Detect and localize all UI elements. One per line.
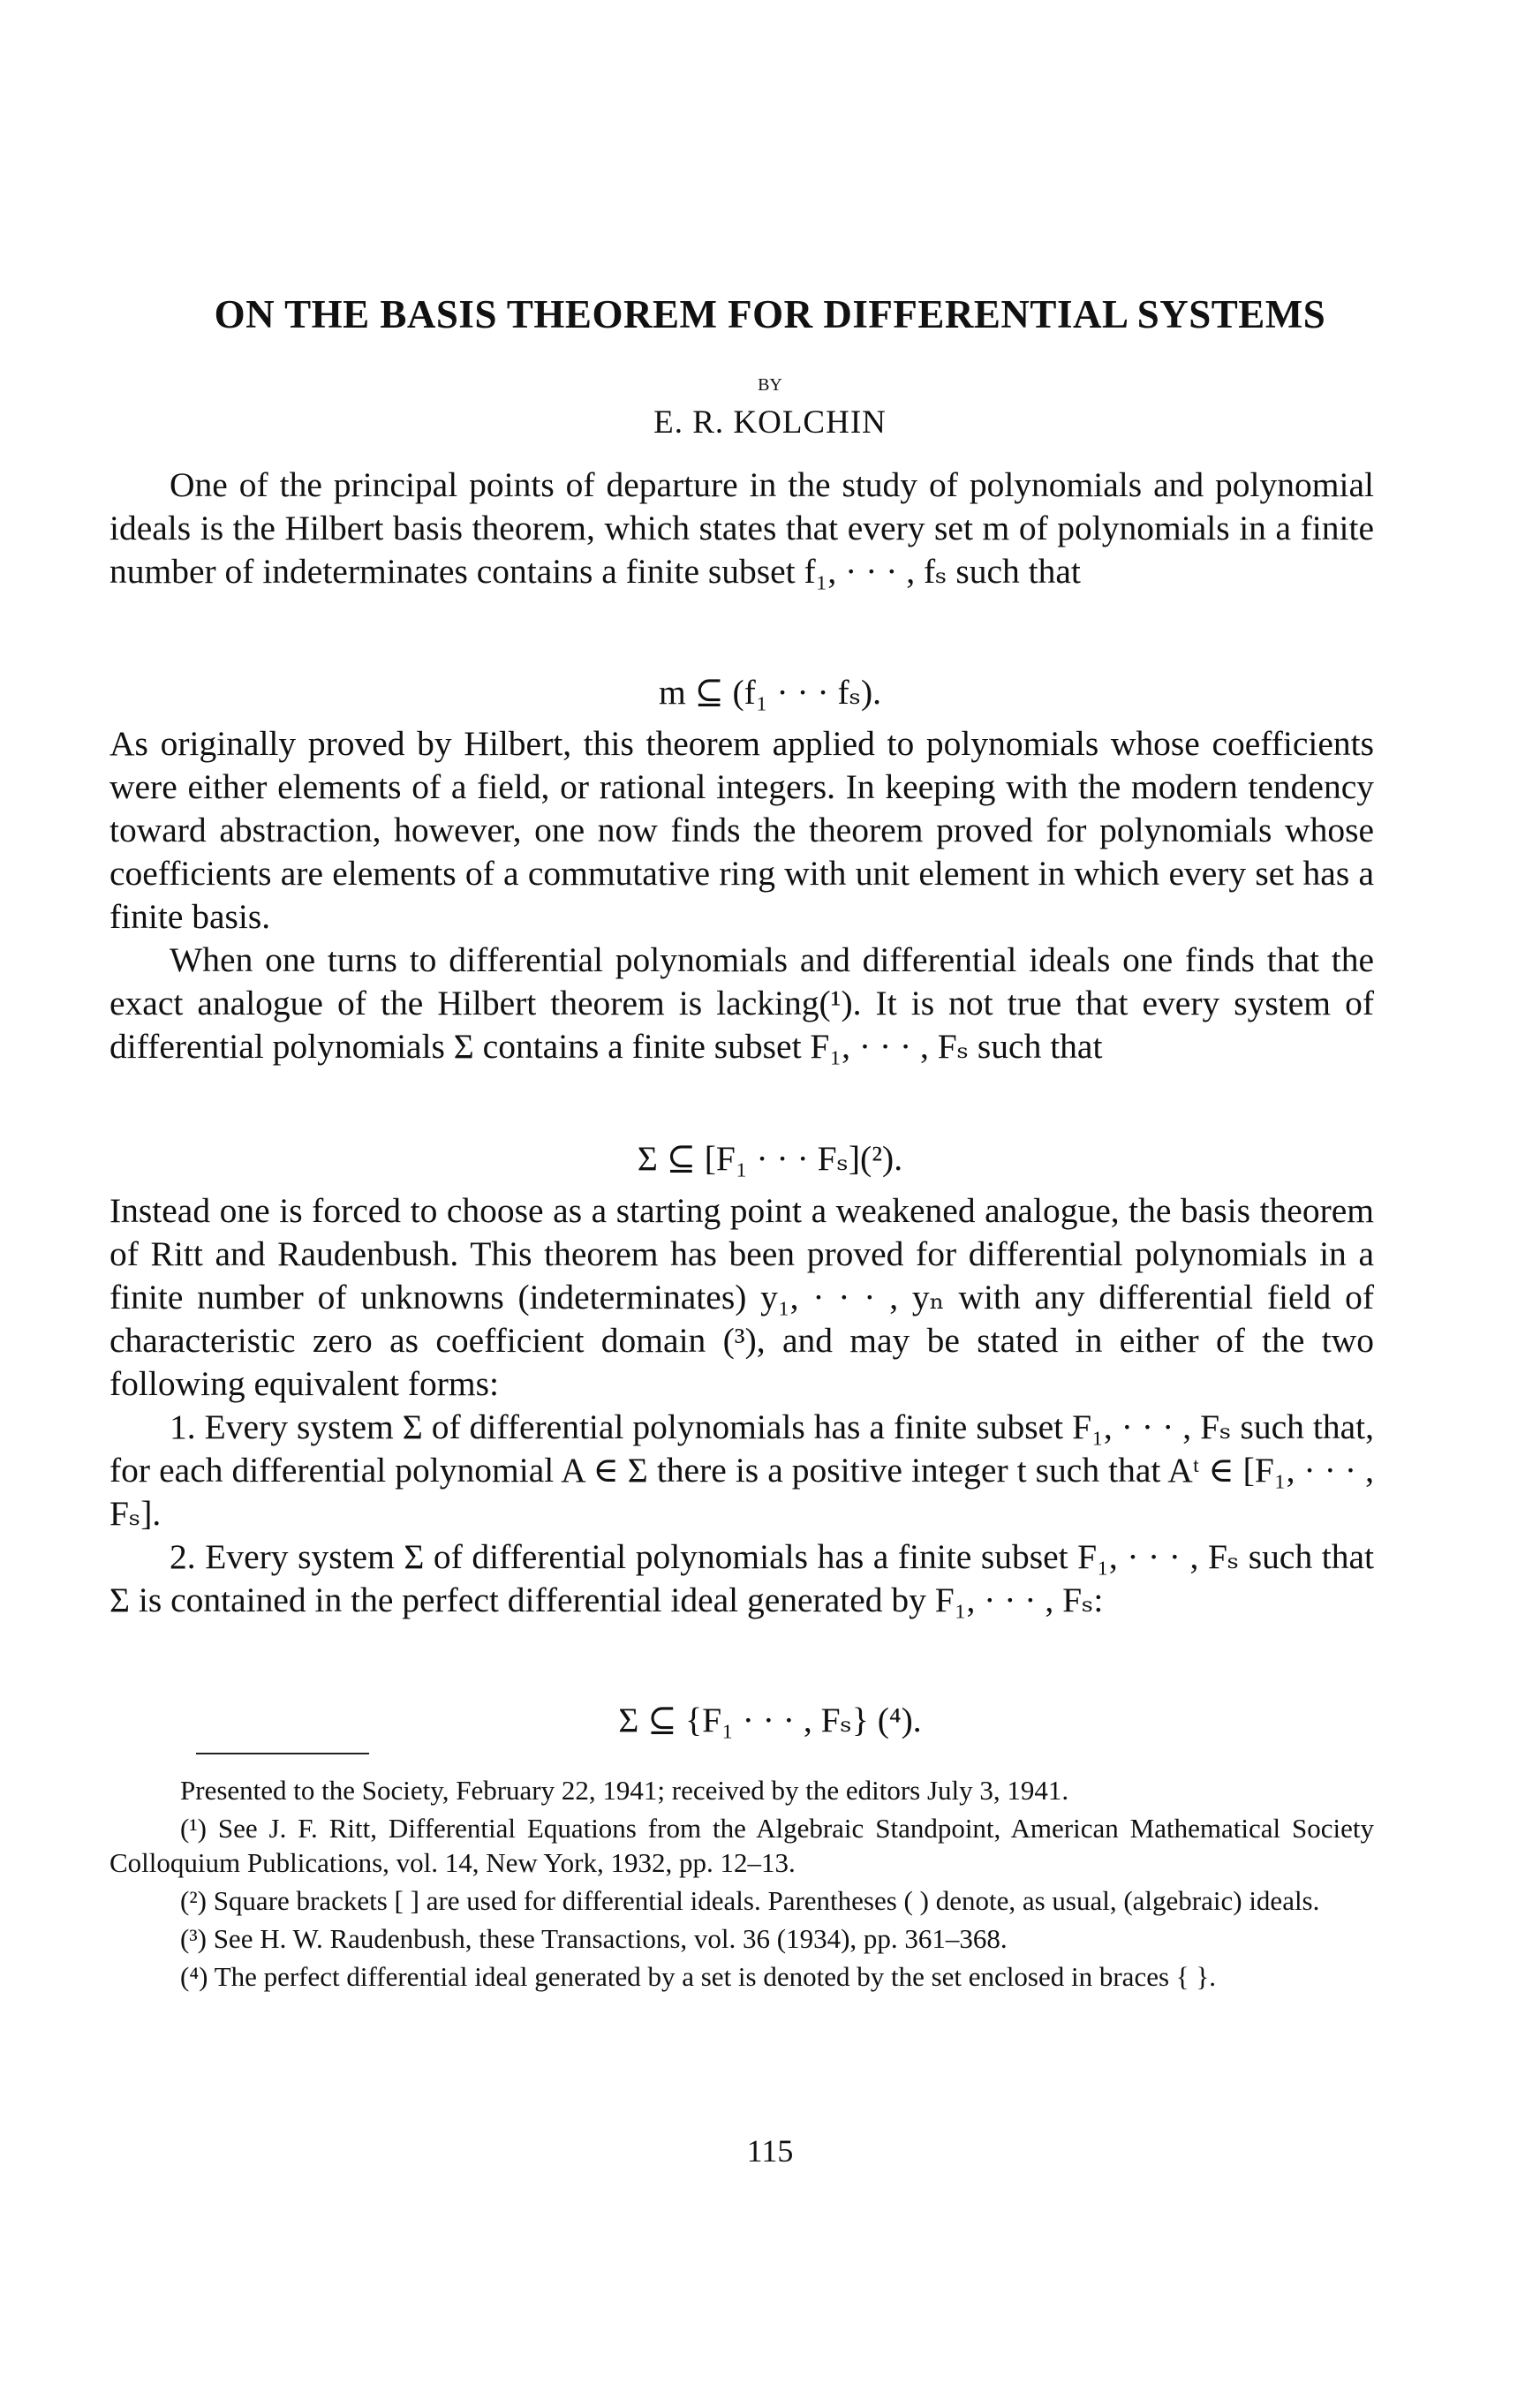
theorem-form-2: 2. Every system Σ of differential polynomials has a finite subset F₁, · · · , Fₛ such that Σ is contained in the perfect differential ideal generated by F₁, · · · , Fₛ:: [109, 1537, 1374, 1619]
paragraph-3: When one turns to differential polynomials and differential ideals one finds that the exact analogue of the Hilbert theorem is lacking(¹). It is not true that every system of differential polynomials Σ contains a finite subset F₁, · · · , Fₛ such that: [109, 940, 1374, 1066]
footnote-3: (³) See H. W. Raudenbush, these Transactions, vol. 36 (1934), pp. 361–368.: [180, 1923, 1008, 1954]
footnote-1: (¹) See J. F. Ritt, Differential Equations from the Algebraic Standpoint, American Mathematical Society Colloquium Publications, vol. 14, New York, 1932, pp. 12–13.: [109, 1813, 1374, 1878]
main-body: [109, 464, 1374, 593]
footnotes: [109, 1773, 1374, 1997]
paragraph-2: As originally proved by Hilbert, this theorem applied to polynomials whose coefficients were either elements of a field, or rational integers. In keeping with the modern tendency toward abstraction, however, one now finds the theorem proved for polynomials whose coefficients are elements of a commutative ring with unit element in which every set has a finite basis.: [109, 724, 1374, 936]
display-equation-2: Σ ⊆ [F₁ · · · Fₛ](²).: [637, 1139, 903, 1178]
theorem-form-1: 1. Every system Σ of differential polynomials has a finite subset F₁, · · · , Fₛ such that, for each differential polynomial A ∈ Σ there is a positive integer t such that Aᵗ ∈ [F₁, · · · , Fₛ].: [109, 1407, 1374, 1533]
paragraph-4: Instead one is forced to choose as a starting point a weakened analogue, the basis theorem of Ritt and Raudenbush. This theorem has been proved for differential polynomials in a finite number of unknowns (indeterminates) y₁, · · · , yₙ with any differential field of characteristic zero as coefficient domain (³), and may be stated in either of the two following equivalent forms:: [109, 1191, 1374, 1403]
display-equation-3: Σ ⊆ {F₁ · · · , Fₛ} (⁴).: [618, 1701, 922, 1739]
display-equation-1: m ⊆ (f₁ · · · fₛ).: [658, 673, 882, 712]
author-name: E. R. KOLCHIN: [653, 404, 887, 441]
page-number: 115: [746, 2133, 794, 2169]
byline-by: BY: [758, 375, 782, 395]
main-body-2: [109, 722, 1374, 1068]
footnote-2: (²) Square brackets [ ] are used for differential ideals. Parentheses ( ) denote, as usual, (algebraic) ideals.: [180, 1885, 1320, 1916]
footnote-4: (⁴) The perfect differential ideal generated by a set is denoted by the set enclosed in braces { }.: [180, 1961, 1217, 1992]
paragraph-1: One of the principal points of departure in the study of polynomials and polynomial ideals is the Hilbert basis theorem, which states that every set m of polynomials in a finite number of indeterminates contains a finite subset f₁, · · · , fₛ such that: [109, 465, 1374, 591]
main-body-3: [109, 1189, 1374, 1622]
footnote-rule: [196, 1753, 369, 1754]
footnote-presented: Presented to the Society, February 22, 1941; received by the editors July 3, 1941.: [180, 1775, 1069, 1806]
paper-title: ON THE BASIS THEOREM FOR DIFFERENTIAL SYSTEMS: [214, 292, 1326, 336]
